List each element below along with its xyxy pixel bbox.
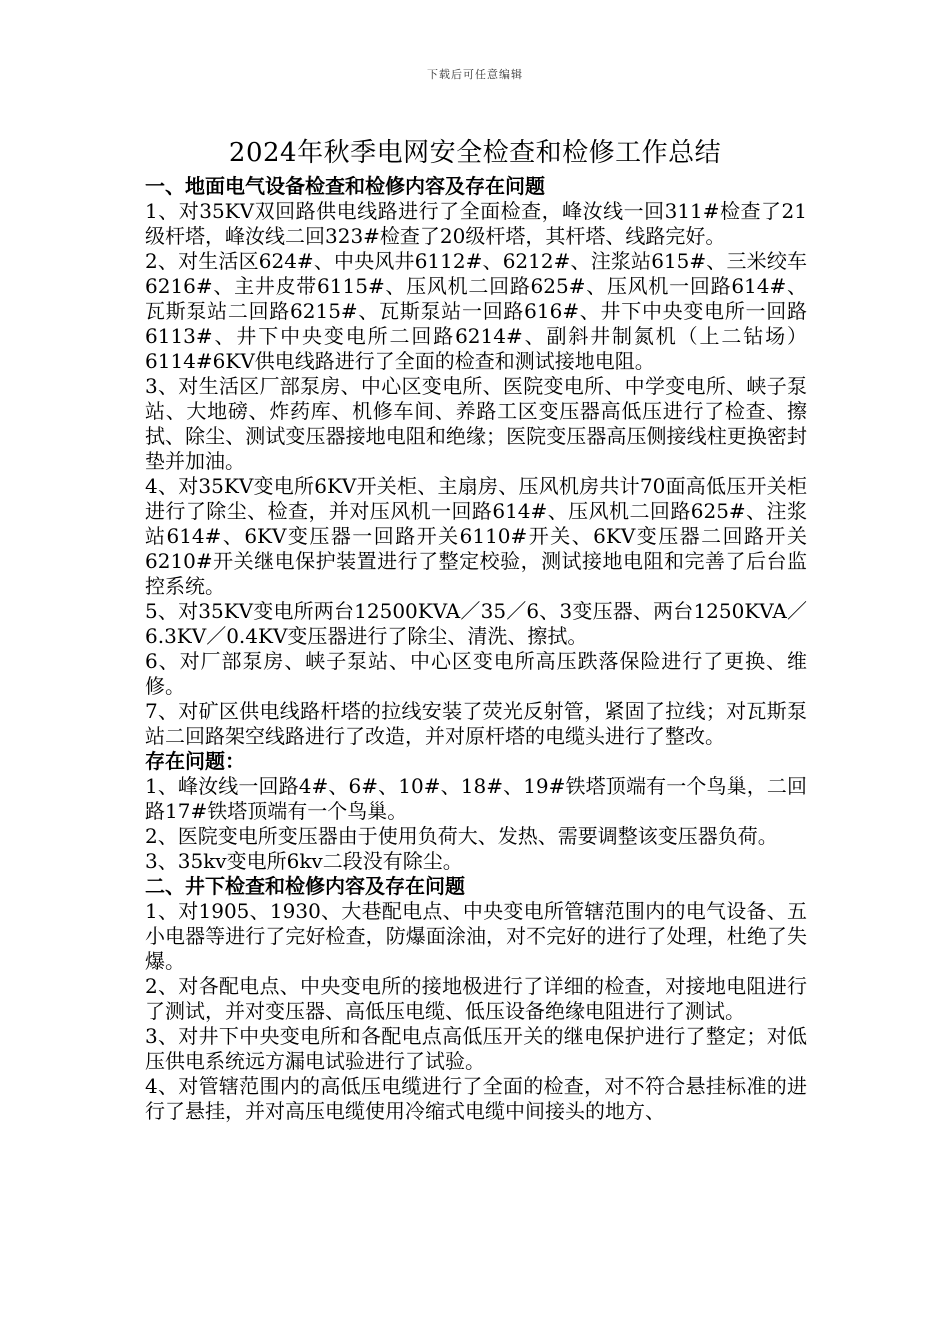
section-1-heading: 一、地面电气设备检查和检修内容及存在问题 bbox=[145, 174, 545, 198]
problem-item: 3、35kv变电所6kv二段没有除尘。 bbox=[145, 849, 463, 873]
problems-heading: 存在问题： bbox=[145, 749, 245, 773]
section-1-item: 4、对35KV变电所6KV开关柜、主扇房、压风机房共计70面高低压开关柜进行了除尘、检查，并对压风机一回路614#、压风机二回路625#、注浆站614#、6KV变压器一回路开关6110#开关、6KV变压器二回路开关6210#开关继电保护装置进行了整定校验，测试接地电阻和完善了后台监控系统。 bbox=[145, 474, 807, 598]
header-note: 下载后可任意编辑 bbox=[427, 68, 523, 81]
section-2-item: 1、对1905、1930、大巷配电点、中央变电所管辖范围内的电气设备、五小电器等进行了完好检查，防爆面涂油，对不完好的进行了处理，杜绝了失爆。 bbox=[145, 899, 807, 973]
section-2-item: 2、对各配电点、中央变电所的接地极进行了详细的检查，对接地电阻进行了测试，并对变压器、高低压电缆、低压设备绝缘电阻进行了测试。 bbox=[145, 974, 807, 1023]
section-1-item: 5、对35KV变电所两台12500KVA／35／6、3变压器、两台1250KVA／6.3KV／0.4KV变压器进行了除尘、清洗、擦拭。 bbox=[145, 599, 807, 648]
section-2-item: 3、对井下中央变电所和各配电点高低压开关的继电保护进行了整定；对低压供电系统远方漏电试验进行了试验。 bbox=[145, 1024, 807, 1073]
section-2-heading: 二、井下检查和检修内容及存在问题 bbox=[145, 874, 465, 898]
problem-item: 2、医院变电所变压器由于使用负荷大、发热、需要调整该变压器负荷。 bbox=[145, 824, 778, 848]
document-body bbox=[145, 174, 807, 1124]
section-2-item: 4、对管辖范围内的高低压电缆进行了全面的检查，对不符合悬挂标准的进行了悬挂，并对高压电缆使用冷缩式电缆中间接头的地方、 bbox=[145, 1074, 807, 1123]
section-1-item: 1、对35KV双回路供电线路进行了全面检查，峰汝线一回311#检查了21级杆塔，峰汝线二回323#检查了20级杆塔，其杆塔、线路完好。 bbox=[145, 199, 807, 248]
section-1-item: 7、对矿区供电线路杆塔的拉线安装了荧光反射管，紧固了拉线；对瓦斯泵站二回路架空线路进行了改造，并对原杆塔的电缆头进行了整改。 bbox=[145, 699, 807, 748]
document-title: 2024年秋季电网安全检查和检修工作总结 bbox=[228, 138, 722, 168]
section-1-item: 6、对厂部泵房、峡子泵站、中心区变电所高压跌落保险进行了更换、维修。 bbox=[145, 649, 807, 698]
section-1-item: 2、对生活区624#、中央风井6112#、6212#、注浆站615#、三米绞车6216#、主井皮带6115#、压风机二回路625#、压风机一回路614#、瓦斯泵站二回路6215#、瓦斯泵站一回路616#、井下中央变电所一回路6113#、井下中央变电所二回路6214#、副斜井制氮机（上二钻场）6114#6KV供电线路进行了全面的检查和测试接地电阻。 bbox=[145, 249, 807, 373]
section-1-item: 3、对生活区厂部泵房、中心区变电所、医院变电所、中学变电所、峡子泵站、大地磅、炸药库、机修车间、养路工区变压器高低压进行了检查、擦拭、除尘、测试变压器接地电阻和绝缘；医院变压器高压侧接线柱更换密封垫并加油。 bbox=[145, 374, 807, 473]
problem-item: 1、峰汝线一回路4#、6#、10#、18#、19#铁塔顶端有一个鸟巢，二回路17#铁塔顶端有一个鸟巢。 bbox=[145, 774, 807, 823]
